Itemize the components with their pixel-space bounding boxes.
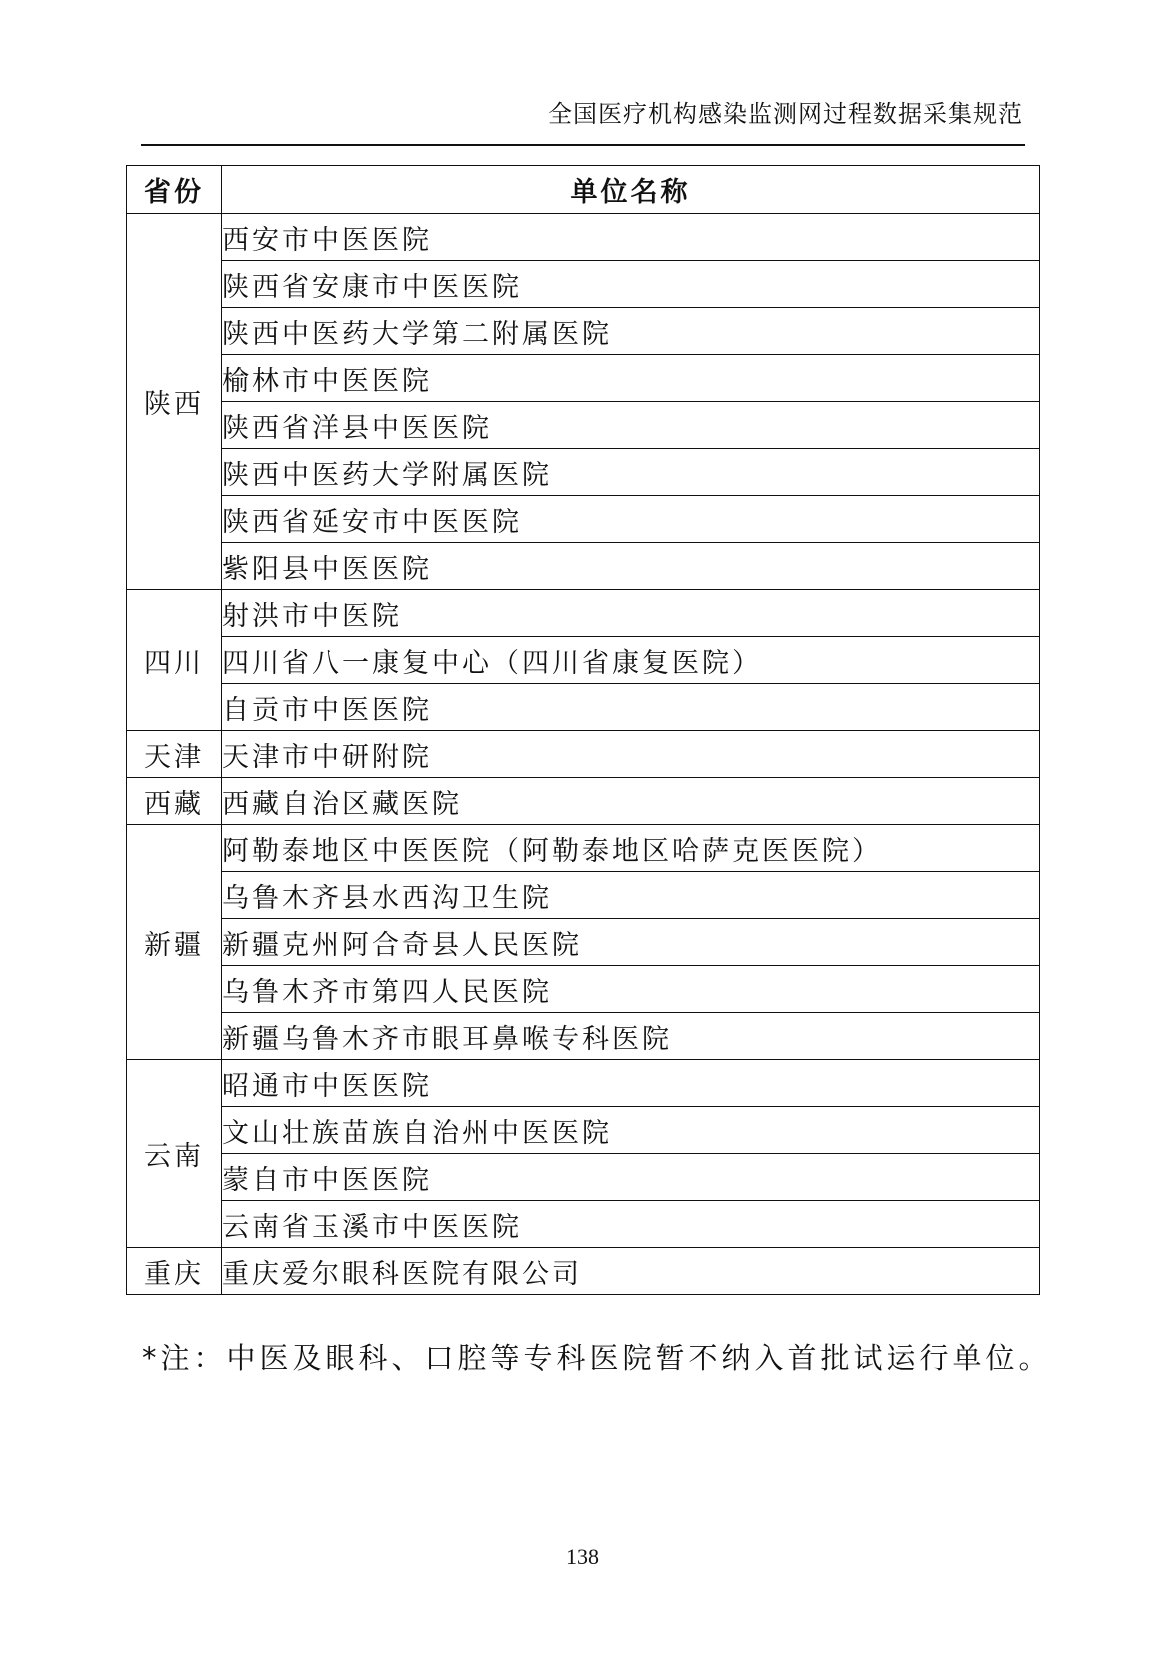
unit-name-cell: 自贡市中医医院 (222, 684, 1040, 731)
province-cell: 西藏 (127, 778, 222, 825)
unit-name-cell: 陕西中医药大学第二附属医院 (222, 308, 1040, 355)
province-cell: 天津 (127, 731, 222, 778)
unit-name-cell: 榆林市中医医院 (222, 355, 1040, 402)
running-header: 全国医疗机构感染监测网过程数据采集规范 (548, 100, 1023, 128)
table-body (127, 214, 1040, 1295)
unit-name-cell: 阿勒泰地区中医医院（阿勒泰地区哈萨克医医院） (222, 825, 1040, 872)
table-row (127, 1154, 1040, 1201)
table-row (127, 590, 1040, 637)
table-row (127, 1107, 1040, 1154)
unit-name-cell: 陕西省延安市中医医院 (222, 496, 1040, 543)
table-row (127, 731, 1040, 778)
province-cell: 四川 (127, 590, 222, 731)
table-row (127, 1248, 1040, 1295)
unit-name-cell: 乌鲁木齐县水西沟卫生院 (222, 872, 1040, 919)
unit-name-cell: 重庆爱尔眼科医院有限公司 (222, 1248, 1040, 1295)
table-header-row (127, 166, 1040, 214)
table-row (127, 543, 1040, 590)
unit-name-cell: 乌鲁木齐市第四人民医院 (222, 966, 1040, 1013)
unit-name-cell: 陕西省安康市中医医院 (222, 261, 1040, 308)
unit-name-cell: 昭通市中医医院 (222, 1060, 1040, 1107)
unit-name-cell: 射洪市中医院 (222, 590, 1040, 637)
unit-name-cell: 陕西中医药大学附属医院 (222, 449, 1040, 496)
unit-name-cell: 新疆乌鲁木齐市眼耳鼻喉专科医院 (222, 1013, 1040, 1060)
unit-name-cell: 陕西省洋县中医医院 (222, 402, 1040, 449)
unit-name-cell: 西藏自治区藏医院 (222, 778, 1040, 825)
table-row (127, 872, 1040, 919)
table-row (127, 637, 1040, 684)
unit-name-cell: 紫阳县中医医院 (222, 543, 1040, 590)
table-row (127, 402, 1040, 449)
unit-name-cell: 四川省八一康复中心（四川省康复医院） (222, 637, 1040, 684)
unit-name-cell: 云南省玉溪市中医医院 (222, 1201, 1040, 1248)
table-row (127, 496, 1040, 543)
province-cell: 重庆 (127, 1248, 222, 1295)
table-row (127, 966, 1040, 1013)
province-cell: 云南 (127, 1060, 222, 1248)
province-cell: 陕西 (127, 214, 222, 590)
table-row (127, 308, 1040, 355)
hospital-table (126, 165, 1040, 1295)
table-row (127, 1201, 1040, 1248)
unit-name-column-header: 单位名称 (222, 166, 1040, 214)
unit-name-cell: 西安市中医医院 (222, 214, 1040, 261)
table-row (127, 919, 1040, 966)
unit-name-cell: 天津市中研附院 (222, 731, 1040, 778)
table-row (127, 449, 1040, 496)
table-row (127, 684, 1040, 731)
unit-name-cell: 蒙自市中医医院 (222, 1154, 1040, 1201)
table-row (127, 1013, 1040, 1060)
table-row (127, 214, 1040, 261)
table-row (127, 355, 1040, 402)
footnote: *注：中医及眼科、口腔等专科医院暂不纳入首批试运行单位。 (142, 1341, 1052, 1375)
table-row (127, 261, 1040, 308)
table-row (127, 825, 1040, 872)
unit-name-cell: 新疆克州阿合奇县人民医院 (222, 919, 1040, 966)
table-row (127, 778, 1040, 825)
table-row (127, 1060, 1040, 1107)
province-column-header: 省份 (127, 166, 222, 214)
unit-name-cell: 文山壮族苗族自治州中医医院 (222, 1107, 1040, 1154)
header-rule (141, 144, 1025, 146)
page-number: 138 (566, 1544, 599, 1569)
province-cell: 新疆 (127, 825, 222, 1060)
